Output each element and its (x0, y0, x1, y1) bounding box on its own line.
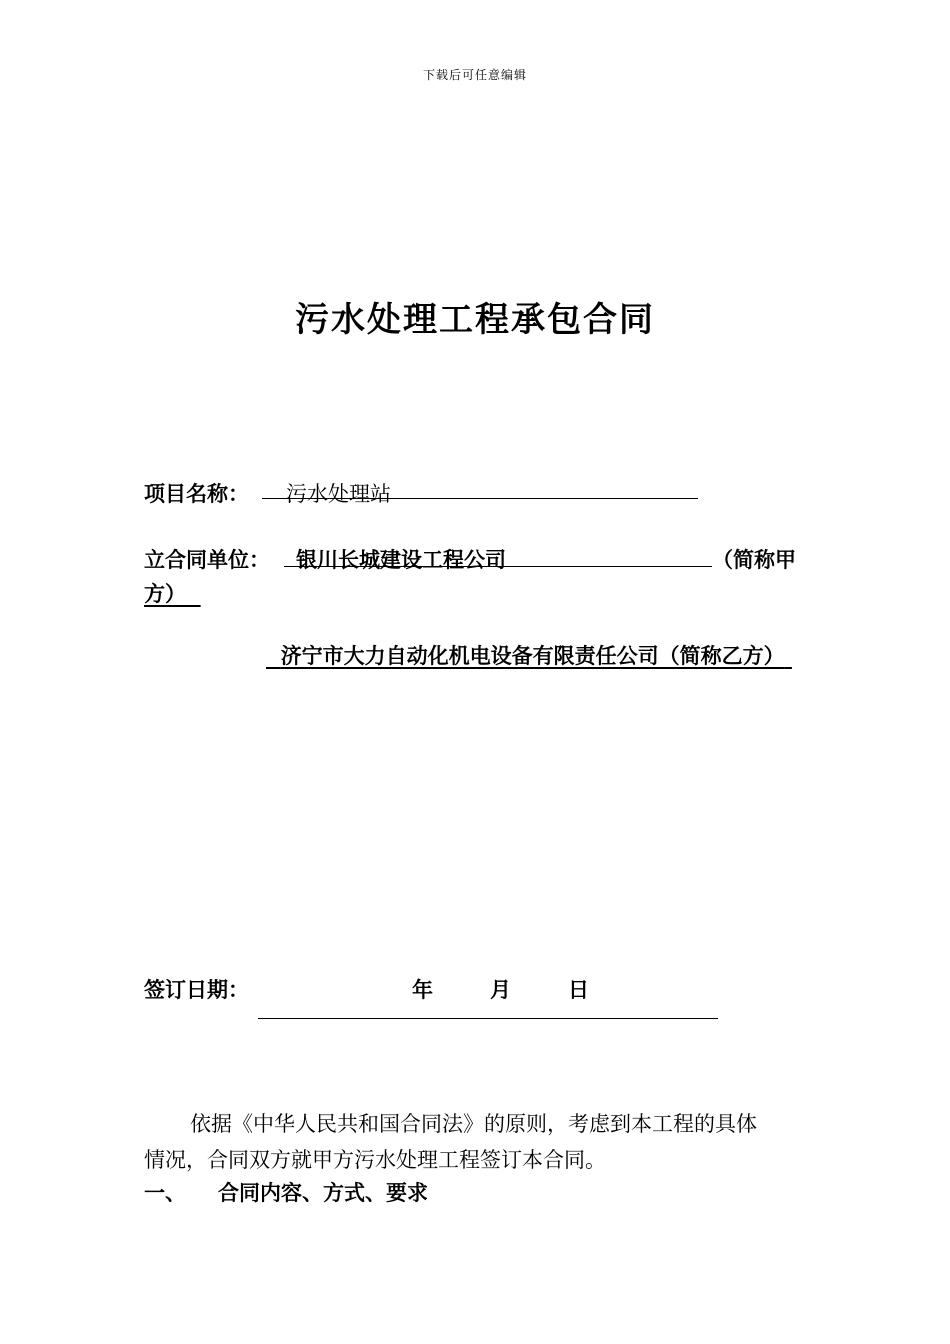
project-name-value: 污水处理站 (286, 482, 391, 506)
signing-day: 日 (568, 977, 589, 1002)
section-heading (144, 1177, 428, 1207)
parties-label: 立合同单位： (144, 547, 270, 572)
header-note: 下载后可任意编辑 (422, 68, 527, 82)
project-name-label: 项目名称： (144, 481, 249, 506)
signing-year: 年 (412, 977, 433, 1002)
signing-date-underline (258, 1018, 718, 1019)
signing-month: 月 (490, 977, 511, 1002)
party-a-suffix: （简称甲 (712, 547, 796, 572)
body-line-1: 依据《中华人民共和国合同法》的原则，考虑到本工程的具体 (190, 1112, 757, 1136)
document-title: 污水处理工程承包合同 (295, 300, 655, 340)
section-number: 一、 (144, 1180, 186, 1205)
body-line-2: 情况，合同双方就甲方污水处理工程签订本合同。 (144, 1148, 606, 1172)
party-b-name: 济宁市大力自动化机电设备有限责任公司（简称乙方） (280, 643, 785, 668)
party-a-suffix-cont: 方） (144, 581, 186, 606)
party-a-name: 银川长城建设工程公司 (296, 547, 506, 572)
signing-date-label: 签订日期： (144, 977, 249, 1002)
section-title: 合同内容、方式、要求 (218, 1180, 428, 1205)
